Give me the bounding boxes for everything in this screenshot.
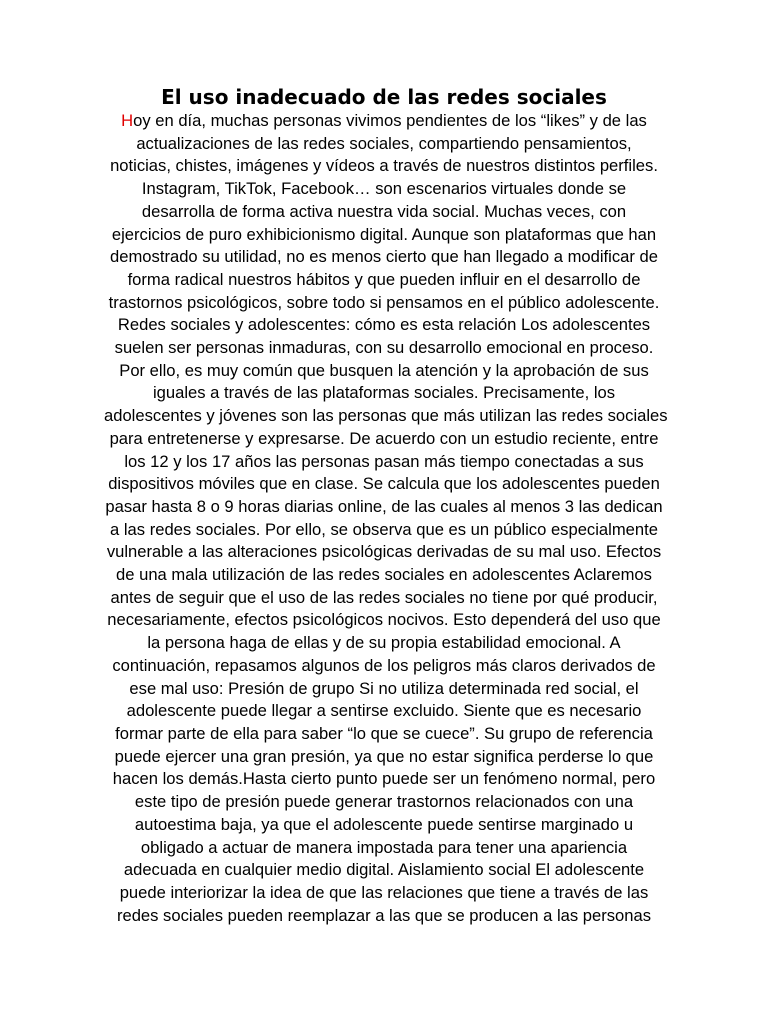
- body-line: Por ello, es muy común que busquen la atención y la aprobación de sus: [119, 360, 649, 380]
- body-line: Redes sociales y adolescentes: cómo es esta relación Los adolescentes: [117, 315, 651, 335]
- body-line: demostrado su utilidad, no es menos cierto que han llegado a modificar de: [110, 247, 658, 267]
- body-line: adecuada en cualquier medio digital. Aislamiento social El adolescente: [123, 860, 645, 880]
- body-line: necesariamente, efectos psicológicos nocivos. Esto dependerá del uso que: [107, 610, 661, 630]
- first-letter: H: [121, 111, 134, 130]
- body-line: dispositivos móviles que en clase. Se calcula que los adolescentes pueden: [108, 474, 660, 494]
- body-line: puede interiorizar la idea de que las relaciones que tiene a través de las: [119, 882, 649, 902]
- document-title: El uso inadecuado de las redes sociales: [161, 85, 607, 109]
- body-line: ese mal uso: Presión de grupo Si no utiliza determinada red social, el: [129, 678, 639, 698]
- body-line: ejercicios de puro exhibicionismo digital. Aunque son plataformas que han: [111, 224, 657, 244]
- body-line: este tipo de presión puede generar trastornos relacionados con una: [134, 792, 634, 812]
- body-line: pasar hasta 8 o 9 horas diarias online, de las cuales al menos 3 las dedican: [105, 496, 663, 516]
- body-line: obligado a actuar de manera impostada para tener una apariencia: [140, 837, 628, 857]
- body-line: desarrolla de forma activa nuestra vida social. Muchas veces, con: [141, 201, 627, 221]
- body-line: hacen los demás.Hasta cierto punto puede ser un fenómeno normal, pero: [112, 769, 656, 789]
- body-line: antes de seguir que el uso de las redes sociales no tiene por qué producir,: [110, 587, 658, 607]
- body-line: redes sociales pueden reemplazar a las que se producen a las personas: [116, 905, 652, 925]
- body-line: a las redes sociales. Por ello, se observa que es un público especialmente: [110, 519, 658, 539]
- body-line: puede ejercer una gran presión, ya que no estar significa perderse lo que: [114, 746, 654, 766]
- body-line: adolescente puede llegar a sentirse excluido. Siente que es necesario: [126, 701, 642, 721]
- body-line: continuación, repasamos algunos de los peligros más claros derivados de: [112, 655, 656, 675]
- body-line: [104, 110, 664, 133]
- body-line: iguales a través de las plataformas sociales. Precisamente, los: [152, 383, 616, 403]
- body-line: Instagram, TikTok, Facebook… son escenarios virtuales donde se: [141, 179, 627, 199]
- document-body: [104, 110, 668, 927]
- body-line: forma radical nuestros hábitos y que pueden influir en el desarrollo de: [127, 269, 641, 289]
- body-line: actualizaciones de las redes sociales, compartiendo pensamientos,: [136, 133, 632, 153]
- body-line: de una mala utilización de las redes sociales en adolescentes Aclaremos: [116, 565, 652, 585]
- body-line: para entretenerse y expresarse. De acuerdo con un estudio reciente, entre: [109, 428, 659, 448]
- body-line: noticias, chistes, imágenes y vídeos a través de nuestros distintos perfiles.: [110, 156, 658, 176]
- body-line: trastornos psicológicos, sobre todo si pensamos en el público adolescente.: [108, 292, 660, 312]
- body-line: suelen ser personas inmaduras, con su desarrollo emocional en proceso.: [114, 338, 654, 358]
- body-line: la persona haga de ellas y de su propia estabilidad emocional. A: [147, 633, 621, 653]
- body-line: autoestima baja, ya que el adolescente puede sentirse marginado u: [134, 814, 634, 834]
- body-line: formar parte de ella para saber “lo que se cuece”. Su grupo de referencia: [115, 723, 653, 743]
- body-line-text: oy en día, muchas personas vivimos pendientes de los “likes” y de las: [133, 111, 647, 130]
- body-line: vulnerable a las alteraciones psicológicas derivadas de su mal uso. Efectos: [106, 542, 662, 562]
- body-line: los 12 y los 17 años las personas pasan más tiempo conectadas a sus: [124, 451, 644, 471]
- body-line: adolescentes y jóvenes son las personas que más utilizan las redes sociales: [104, 406, 668, 426]
